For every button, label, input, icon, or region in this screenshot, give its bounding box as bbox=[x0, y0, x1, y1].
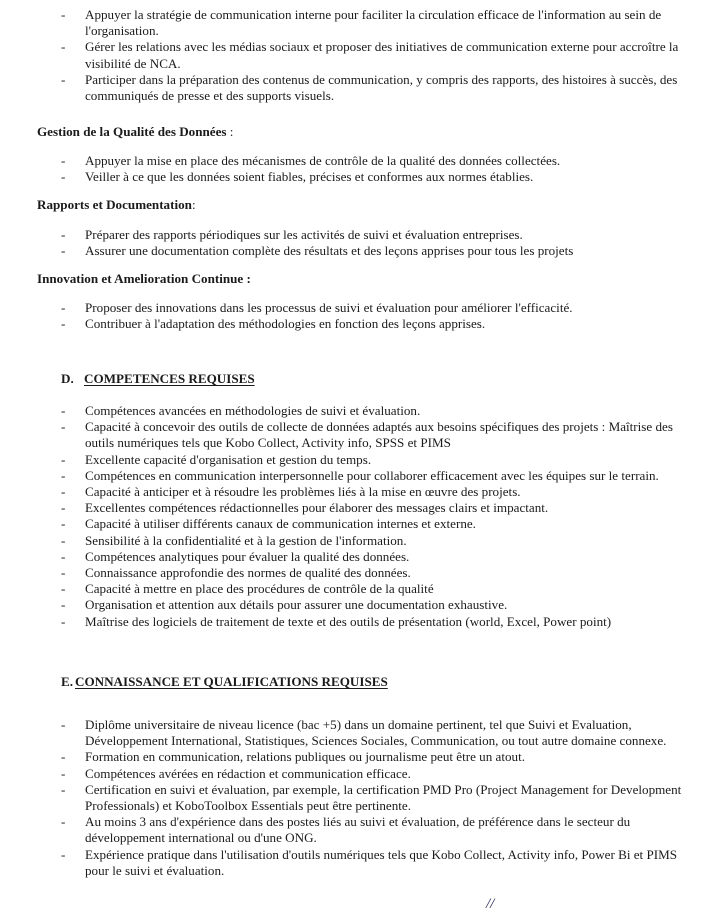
section-e-title bbox=[61, 674, 388, 690]
list-item-text: Expérience pratique dans l'utilisation d'outils numériques tels que Kobo Collect, Activity info, Power Bi et PIMS pour le suivi et évaluation. bbox=[85, 846, 678, 878]
bullet-dash: - bbox=[61, 781, 66, 797]
section-d-text: COMPETENCES REQUISES bbox=[84, 371, 255, 386]
list-item bbox=[58, 316, 698, 332]
list-item-text: Diplôme universitaire de niveau licence (bac +5) dans un domaine pertinent, tel que Suivi et Evaluation, Développement International, Statistiques, Sciences Sociales, Communication, ou tout autre domaine connexe. bbox=[85, 717, 667, 749]
reports-heading-colon: : bbox=[191, 197, 196, 212]
list-item bbox=[58, 516, 698, 532]
list-item-text: Gérer les relations avec les médias sociaux et proposer des initiatives de communication externe pour accroître la visibilité de NCA. bbox=[85, 39, 679, 71]
qualifications-list bbox=[58, 717, 698, 879]
bullet-dash: - bbox=[61, 532, 66, 548]
list-item bbox=[58, 766, 698, 782]
list-item bbox=[58, 419, 698, 451]
list-item bbox=[58, 452, 698, 468]
list-item bbox=[58, 614, 698, 630]
list-item-text: Connaissance approfondie des normes de qualité des données. bbox=[85, 565, 411, 581]
list-item bbox=[58, 468, 698, 484]
list-item bbox=[58, 717, 698, 749]
quality-list bbox=[58, 153, 698, 185]
list-item-text: Appuyer la stratégie de communication interne pour faciliter la circulation efficace de l'information au sein de l'organisation. bbox=[85, 7, 662, 39]
section-e-letter: E. bbox=[61, 674, 74, 689]
list-item-text: Compétences analytiques pour évaluer la qualité des données. bbox=[85, 548, 410, 564]
list-item bbox=[58, 533, 698, 549]
bullet-dash: - bbox=[61, 227, 66, 242]
communication-tasks-list bbox=[58, 7, 698, 104]
list-item-text: Maîtrise des logiciels de traitement de texte et des outils de présentation (world, Excel, Power point) bbox=[85, 613, 612, 629]
bullet-dash: - bbox=[61, 749, 66, 765]
section-e-text: CONNAISSANCE ET QUALIFICATIONS REQUISES bbox=[75, 674, 388, 689]
reports-heading bbox=[37, 197, 196, 213]
competences-list bbox=[58, 403, 698, 630]
list-item bbox=[58, 581, 698, 597]
list-item bbox=[58, 549, 698, 565]
list-item bbox=[58, 814, 698, 846]
bullet-dash: - bbox=[61, 403, 66, 418]
bullet-dash: - bbox=[61, 451, 66, 467]
list-item bbox=[58, 782, 698, 814]
list-item bbox=[58, 500, 698, 516]
list-item-text: Participer dans la préparation des contenus de communication, y compris des rapports, des histoires à succès, des communiqués de presse et des supports visuels. bbox=[85, 71, 678, 104]
bullet-dash: - bbox=[61, 7, 66, 22]
list-item bbox=[58, 227, 698, 243]
list-item bbox=[58, 169, 698, 185]
list-item-text: Compétences en communication interpersonnelle pour collaborer efficacement avec les équipes sur le terrain. bbox=[85, 467, 659, 483]
section-d-title bbox=[61, 371, 255, 387]
bullet-dash: - bbox=[61, 565, 66, 581]
bullet-dash: - bbox=[61, 717, 66, 732]
section-d-letter: D. bbox=[61, 371, 74, 386]
bullet-dash: - bbox=[61, 419, 66, 435]
bullet-dash: - bbox=[61, 516, 66, 532]
list-item bbox=[58, 300, 698, 316]
list-item-text: Formation en communication, relations publiques ou journalisme peut être un atout. bbox=[85, 749, 526, 765]
bullet-dash: - bbox=[61, 169, 66, 185]
bullet-dash: - bbox=[61, 846, 66, 862]
list-item-text: Compétences avancées en méthodologies de suivi et évaluation. bbox=[85, 403, 421, 418]
list-item bbox=[58, 597, 698, 613]
handwritten-mark: // bbox=[486, 896, 495, 912]
list-item-text: Capacité à concevoir des outils de collecte de données adaptés aux besoins spécifiques des projets : Maîtrise des outils numériques tels que Kobo Collect, Activity info, SPSS et PIMS bbox=[85, 419, 673, 451]
list-item bbox=[58, 243, 698, 259]
list-item bbox=[58, 72, 698, 104]
reports-heading-text: Rapports et Documentation bbox=[37, 197, 192, 212]
bullet-dash: - bbox=[61, 467, 66, 483]
bullet-dash: - bbox=[61, 484, 66, 500]
list-item-text: Au moins 3 ans d'expérience dans des postes liés au suivi et évaluation, de préférence dans le secteur du développement international ou d'une ONG. bbox=[85, 814, 631, 846]
innovation-list bbox=[58, 300, 698, 332]
bullet-dash: - bbox=[61, 500, 66, 516]
list-item-text: Veiller à ce que les données soient fiables, précises et conformes aux normes établies. bbox=[85, 169, 534, 185]
list-item bbox=[58, 484, 698, 500]
quality-heading-colon: : bbox=[226, 124, 234, 139]
bullet-dash: - bbox=[61, 243, 66, 259]
list-item-text: Compétences avérées en rédaction et communication efficace. bbox=[85, 765, 411, 781]
list-item-text: Excellente capacité d'organisation et gestion du temps. bbox=[85, 451, 372, 467]
bullet-dash: - bbox=[61, 548, 66, 564]
list-item-text: Organisation et attention aux détails pour assurer une documentation exhaustive. bbox=[85, 597, 508, 613]
list-item bbox=[58, 565, 698, 581]
reports-list bbox=[58, 227, 698, 259]
bullet-dash: - bbox=[61, 39, 66, 55]
list-item bbox=[58, 7, 698, 39]
quality-heading bbox=[37, 124, 233, 140]
bullet-dash: - bbox=[61, 613, 66, 629]
list-item bbox=[58, 403, 698, 419]
bullet-dash: - bbox=[61, 316, 66, 332]
bullet-dash: - bbox=[61, 597, 66, 613]
list-item-text: Sensibilité à la confidentialité et à la gestion de l'information. bbox=[85, 532, 407, 548]
list-item-text: Assurer une documentation complète des résultats et des leçons apprises pour tous les projets bbox=[85, 243, 574, 259]
bullet-dash: - bbox=[61, 300, 66, 315]
list-item-text: Appuyer la mise en place des mécanismes de contrôle de la qualité des données collectées. bbox=[85, 153, 561, 168]
bullet-dash: - bbox=[61, 581, 66, 597]
list-item-text: Capacité à mettre en place des procédures de contrôle de la qualité bbox=[85, 581, 434, 597]
bullet-dash: - bbox=[61, 71, 66, 87]
list-item bbox=[58, 847, 698, 879]
list-item bbox=[58, 153, 698, 169]
bullet-dash: - bbox=[61, 765, 66, 781]
quality-heading-text: Gestion de la Qualité des Données bbox=[37, 124, 227, 139]
list-item bbox=[58, 39, 698, 71]
list-item-text: Capacité à utiliser différents canaux de communication internes et externe. bbox=[85, 516, 476, 532]
innovation-heading: Innovation et Amelioration Continue : bbox=[37, 271, 251, 286]
list-item-text: Proposer des innovations dans les processus de suivi et évaluation pour améliorer l'efficacité. bbox=[85, 300, 573, 315]
list-item bbox=[58, 749, 698, 765]
list-item-text: Certification en suivi et évaluation, par exemple, la certification PMD Pro (Project Management for Development Professionals) et KoboToolbox Essentials peut être pertinente. bbox=[85, 781, 682, 814]
bullet-dash: - bbox=[61, 153, 66, 168]
list-item-text: Capacité à anticiper et à résoudre les problèmes liés à la mise en œuvre des projets. bbox=[85, 484, 521, 500]
list-item-text: Excellentes compétences rédactionnelles pour élaborer des messages clairs et impactant. bbox=[85, 500, 549, 516]
list-item-text: Contribuer à l'adaptation des méthodologies en fonction des leçons apprises. bbox=[85, 316, 486, 332]
list-item-text: Préparer des rapports périodiques sur les activités de suivi et évaluation entreprises. bbox=[85, 227, 523, 242]
bullet-dash: - bbox=[61, 814, 66, 830]
